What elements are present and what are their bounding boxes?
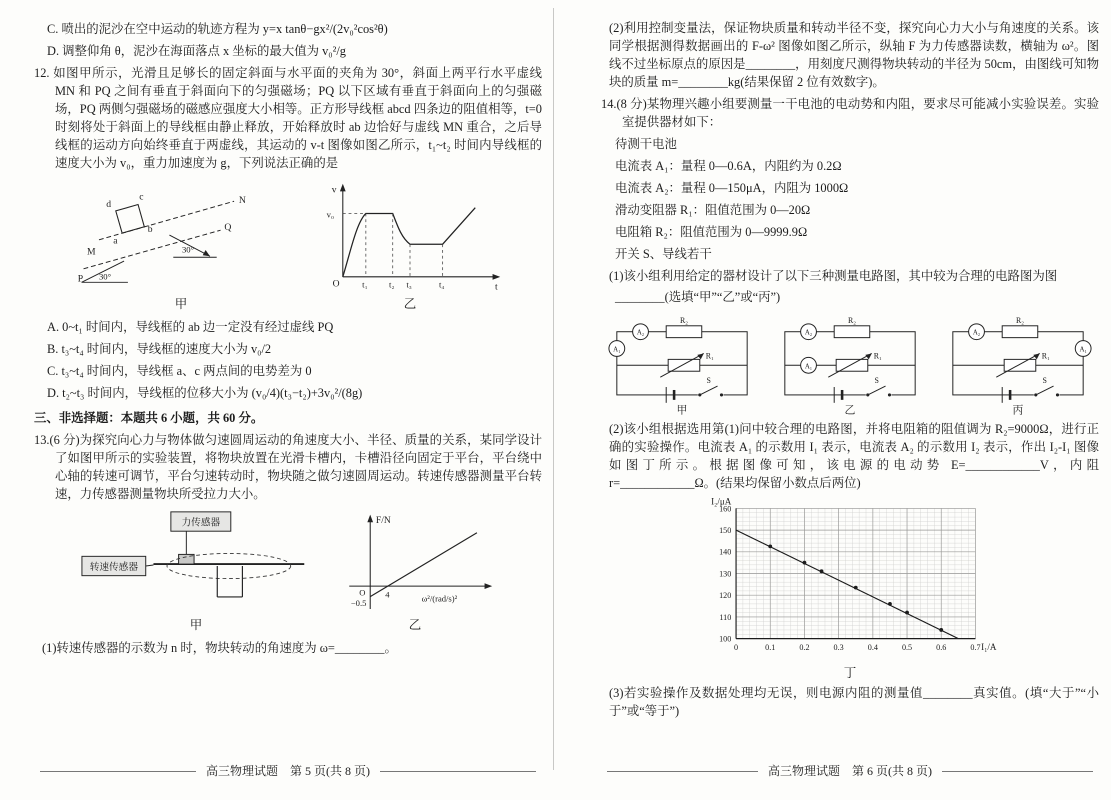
question11-option-d: D. 调整仰角 θ，泥沙在海面落点 x 坐标的最大值为 v₀²/g <box>47 44 346 58</box>
angle-label-2: 30° <box>98 271 112 282</box>
section-3-header: 三、非选择题：本题共 6 小题，共 60 分。 <box>34 411 264 426</box>
circuit-jia <box>603 310 761 417</box>
wire-frame-abcd <box>116 205 145 234</box>
resistor-r2-label: R₂ <box>679 315 688 325</box>
angle-label-1: 30° <box>181 244 195 255</box>
svg-text:0.3: 0.3 <box>833 642 844 652</box>
circuit-bing-caption: 丙 <box>1012 404 1024 417</box>
page-6 <box>601 0 1099 800</box>
question13-text: 13.(6 分)为探究向心力与物体做匀速圆周运动的角速度大小、半径、质量的关系，某同学设计了如图甲所示的实验装置，将物块放置在光滑卡槽内，卡槽沿径向固定于平台，平台绕中心轴的转速可调节，平台匀速转动时，物块随之做匀速圆周运动。转速传感器测量平台转速，力传感器测量物块所受拉力大小。 <box>34 433 542 502</box>
question12-option-a: A. 0~t₁ 时间内，导线框的 ab 边一定没有经过虚线 PQ <box>47 320 334 335</box>
t3-label: t₃ <box>406 279 412 290</box>
question13-part2: (2)利用控制变量法，保证物块质量和转动半径不变，探究向心力大小与角速度的关系。该同学根据测得数据画出的 F-ω² 图像如图乙所示，纵轴 F 为力传感器读数，横轴为 ω²。图线不过坐标原点的原因是________，用刻度尺测得物块转动的半径为 50cm，由图线可知物块的质量 m=________kg(结果保留 2 位有效数字)。 <box>609 21 1099 89</box>
page-5 <box>34 0 542 800</box>
svg-text:160: 160 <box>719 503 732 513</box>
circuit-jia-caption: 甲 <box>676 404 688 417</box>
footer-rule-right <box>380 771 536 772</box>
t2-label: t₂ <box>389 279 395 290</box>
question12-figures <box>34 177 542 312</box>
question11-option-c: C. 喷出的泥沙在空中运动的轨迹方程为 y=x tanθ−gx²/(2v₀²cos²θ) <box>47 22 388 36</box>
question12-option-d: D. t₂~t₃ 时间内，导线框的位移大小为 (v₀/4)(t₃−t₂)+3v₀²/(8g) <box>47 386 363 401</box>
footer-rule-left <box>40 771 196 772</box>
svg-text:0.7: 0.7 <box>970 642 981 652</box>
figure-vt-graph <box>314 177 506 312</box>
ammeter-a1-icon: A₁ <box>613 346 621 354</box>
svg-text:I₁/A: I₁/A <box>981 641 997 652</box>
figure-vt-caption: 乙 <box>403 297 417 312</box>
speed-sensor-label: 转速传感器 <box>89 562 138 574</box>
figure-ding <box>601 495 1099 681</box>
rheostat-r1-label: R₁ <box>1041 351 1050 361</box>
figure-f-omega-caption: 乙 <box>408 617 422 632</box>
footer-rule-right <box>942 771 1093 772</box>
label-b: b <box>147 224 153 236</box>
svg-text:0.2: 0.2 <box>799 642 810 652</box>
svg-text:0: 0 <box>734 642 739 652</box>
page6-footer <box>607 762 1093 780</box>
x-intercept-label: 4 <box>385 589 390 600</box>
y-intercept-label: −0.5 <box>350 598 367 609</box>
question14-part3: (3)若实验操作及数据处理均无误，则电源内阻的测量值________真实值。(填“大于”“小于”或“等于”) <box>609 686 1099 719</box>
question14-part2: (2)该小组根据选用第(1)问中较合理的电路图，并将电阻箱的阻值调为 R₂=9000Ω，进行正确的实验操作。电流表 A₁ 的示数用 I₁ 表示，电流表 A₂ 的示数用 I₂ 表示，作出 I₂-I₁ 图像如图丁所示。根据图像可知，该电源的电动势 E=____________V，内阻 r=____________Ω。(结果均保留小数点后两位) <box>609 421 1099 490</box>
circuit-bing <box>939 310 1097 417</box>
v0-label: v₀ <box>326 209 334 220</box>
ammeter-a1-icon: A₁ <box>804 363 813 371</box>
ammeter-a2-icon: A₂ <box>636 329 645 337</box>
switch-s-label: S <box>706 376 711 386</box>
ammeter-a1-icon: A₁ <box>1079 346 1087 354</box>
circular-path <box>167 554 291 579</box>
figure-ding-caption: 丁 <box>843 666 857 681</box>
axis-t: t <box>495 281 498 293</box>
footer-rule-left <box>607 771 758 772</box>
question12-option-c: C. t₃~t₄ 时间内，导线框 a、c 两点间的电势差为 0 <box>47 364 312 379</box>
circuit-diagrams <box>603 310 1097 417</box>
origin: O <box>332 278 340 290</box>
omega-axis-label: ω²/(rad/s)² <box>421 593 458 604</box>
figure-f-omega-graph <box>334 508 496 633</box>
svg-text:0.1: 0.1 <box>765 642 776 652</box>
page6-footer-text: 高三物理试题 第 6 页(共 8 页) <box>768 764 932 778</box>
question14-part1: (1)该小组利用给定的器材设计了以下三种测量电路图，其中较为合理的电路图为图 <box>609 269 1058 283</box>
question14-part1-blank: ________(选填“甲”“乙”或“丙”) <box>615 290 781 304</box>
page5-footer-text: 高三物理试题 第 5 页(共 8 页) <box>206 764 370 778</box>
svg-text:0.4: 0.4 <box>867 642 878 652</box>
label-m: M <box>86 246 96 258</box>
svg-text:120: 120 <box>719 590 732 600</box>
svg-text:I₂/μA: I₂/μA <box>711 496 732 507</box>
f-omega-graph <box>334 508 496 617</box>
label-p: P <box>77 273 84 285</box>
apparatus-diagram <box>80 508 312 616</box>
origin-label: O <box>359 587 366 598</box>
switch-s-label: S <box>874 376 879 386</box>
question12-text: 12. 如图甲所示，光滑且足够长的固定斜面与水平面的夹角为 30°，斜面上两平行水平虚线 MN 和 PQ 之间有垂直于斜面向下的匀强磁场；PQ 以下区域有垂直于斜面向上的匀强磁场，PQ 两侧匀强磁场的磁感应强度大小相等。正方形导线框 abcd 四条边的阻值相等，t=0 时刻将处于斜面上的导线框由静止释放，开始释放时 ab 边恰好与虚线 MN 重合，之后导线框的运动方向始终垂直于两虚线，其运动的 v-t 图像如图乙所示，t₁~t₂ 时间内导线框的速度大小为 v₀，重力加速度为 g，下列说法正确的是 <box>34 66 542 170</box>
label-c: c <box>139 191 144 203</box>
f-axis-label: F/N <box>375 516 391 527</box>
svg-text:0.6: 0.6 <box>936 642 947 652</box>
incline-diagram <box>70 180 292 296</box>
equipment-ammeter-a2: 电流表 A₂：量程 0—150μA，内阻为 1000Ω <box>615 181 849 195</box>
question13-part1: (1)转速传感器的示数为 n 时，物块转动的角速度为 ω=________。 <box>42 640 397 655</box>
rheostat-r1-label: R₁ <box>873 351 882 361</box>
label-d: d <box>106 199 112 211</box>
rheostat-r1-label: R₁ <box>705 351 714 361</box>
equipment-resistance-box-r2: 电阻箱 R₂：阻值范围为 0—9999.9Ω <box>615 225 808 239</box>
fitted-line <box>370 533 477 597</box>
equipment-switch-wires: 开关 S、导线若干 <box>615 247 712 261</box>
equipment-battery: 待测干电池 <box>615 137 677 151</box>
vt-curve <box>343 208 475 277</box>
switch-s-label: S <box>1042 376 1047 386</box>
equipment-ammeter-a1: 电流表 A₁：量程 0—0.6A，内阻约为 0.2Ω <box>615 159 842 173</box>
figure-incline <box>70 180 292 312</box>
question12-option-b: B. t₃~t₄ 时间内，导线框的速度大小为 v₀/2 <box>47 342 272 357</box>
label-q: Q <box>224 222 232 234</box>
circuit-yi-caption: 乙 <box>844 404 856 417</box>
figure-incline-caption: 甲 <box>174 297 188 312</box>
equipment-rheostat-r1: 滑动变阻器 R₁：阻值范围为 0—20Ω <box>615 203 811 217</box>
t4-label: t₄ <box>438 279 445 290</box>
ammeter-a2-icon: A₂ <box>804 329 813 337</box>
svg-text:130: 130 <box>719 569 732 579</box>
ammeter-a2-icon: A₂ <box>972 329 981 337</box>
circuit-yi <box>771 310 929 417</box>
question14-text: 14.(8 分)某物理兴趣小组要测量一干电池的电动势和内阻，要求尽可能减小实验误差。实验室提供器材如下： <box>601 97 1099 129</box>
svg-text:0.5: 0.5 <box>901 642 913 652</box>
svg-text:140: 140 <box>719 547 732 557</box>
page-divider <box>553 8 554 770</box>
svg-text:110: 110 <box>719 612 732 622</box>
page5-footer <box>40 762 536 780</box>
vt-graph <box>314 177 506 296</box>
svg-text:150: 150 <box>719 525 732 535</box>
label-n: N <box>238 195 246 207</box>
resistor-r2-label: R₂ <box>1015 315 1024 325</box>
figure-apparatus-caption: 甲 <box>189 617 203 632</box>
resistor-r2-label: R₂ <box>847 315 856 325</box>
svg-text:100: 100 <box>719 634 732 644</box>
figure-apparatus <box>80 508 312 632</box>
question13-figures <box>34 508 542 633</box>
axis-v: v <box>331 184 337 196</box>
force-sensor-label: 力传感器 <box>181 517 221 529</box>
label-a: a <box>113 235 118 247</box>
i2-i1-graph <box>692 495 1008 665</box>
t1-label: t₁ <box>362 279 368 290</box>
